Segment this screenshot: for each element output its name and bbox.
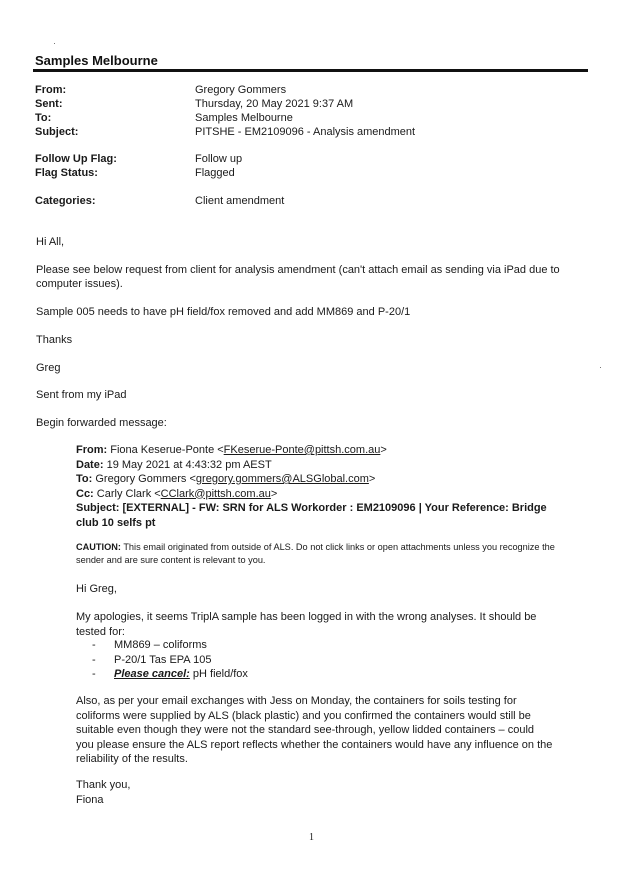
header-followup-label: Follow Up Flag: bbox=[35, 153, 117, 165]
fwd-cc-row bbox=[76, 487, 556, 502]
list-dash: - bbox=[92, 639, 96, 651]
fwd-cc-name: Carly Clark < bbox=[96, 487, 161, 500]
fwd-subject-value: [EXTERNAL] - FW: SRN for ALS Workorder : EM2109096 | Your Reference: Bridge club 10 selfs pt bbox=[76, 502, 547, 529]
fwd-from-close: > bbox=[380, 444, 387, 456]
fwd-subject-label: Subject: bbox=[76, 502, 120, 514]
fwd-thank-you: Thank you, bbox=[76, 779, 131, 791]
fwd-from-name: Fiona Keserue-Ponte < bbox=[110, 444, 224, 456]
fwd-date-label: Date: bbox=[76, 458, 104, 471]
fwd-date-value: 19 May 2021 at 4:43:32 pm AEST bbox=[106, 458, 272, 471]
header-sent-label: Sent: bbox=[35, 98, 63, 110]
fwd-cc-close: > bbox=[270, 487, 278, 500]
caution-label: CAUTION: bbox=[76, 542, 121, 552]
header-followup-value: Follow up bbox=[195, 153, 243, 165]
fwd-cc-email-link[interactable]: CClark@pittsh.com.au bbox=[160, 487, 271, 500]
scan-speck bbox=[54, 43, 55, 44]
cancel-label: Please cancel: bbox=[114, 668, 190, 680]
fwd-from-label: From: bbox=[76, 444, 108, 456]
fwd-cc-label: Cc: bbox=[76, 487, 94, 500]
header-to-value: Samples Melbourne bbox=[195, 112, 293, 124]
header-flagstatus-label: Flag Status: bbox=[35, 167, 98, 179]
list-item bbox=[76, 638, 556, 653]
fwd-to-email-link[interactable]: gregory.gommers@ALSGlobal.com bbox=[195, 473, 369, 485]
header-flagstatus-value: Flagged bbox=[195, 167, 235, 179]
fwd-subject-row bbox=[76, 501, 556, 530]
list-item bbox=[76, 653, 556, 668]
fwd-from-email-link[interactable]: FKeserue-Ponte@pittsh.com.au bbox=[223, 444, 381, 456]
fwd-paragraph-2: Also, as per your email exchanges with Jess on Monday, the containers for soils testing for coliforms were supplied by ALS (black plastic) and you confirmed the containers would still be suitable even though they were not the standard see-through, yellow lidded containers – could you please ensure the ALS report reflects whether the containers would have any influence on the reliability of the results. bbox=[76, 695, 553, 765]
body-paragraph-1: Please see below request from client for analysis amendment (can't attach email as sending via iPad due to computer issues). bbox=[36, 264, 560, 290]
header-to-label: To: bbox=[35, 112, 52, 124]
caution-notice bbox=[76, 541, 556, 567]
header-from-value: Gregory Gommers bbox=[195, 84, 287, 96]
fwd-to-close: > bbox=[368, 473, 376, 485]
header-sent-value: Thursday, 20 May 2021 9:37 AM bbox=[195, 98, 354, 110]
body-greeting: Hi All, bbox=[36, 236, 65, 248]
list-dash: - bbox=[92, 668, 96, 680]
document-title: Samples Melbourne bbox=[35, 53, 158, 68]
page-number: 1 bbox=[309, 832, 314, 843]
header-from-label: From: bbox=[35, 84, 67, 96]
body-begin-forwarded: Begin forwarded message: bbox=[36, 417, 167, 429]
body-sent-from: Sent from my iPad bbox=[36, 389, 127, 401]
body-signature: Greg bbox=[36, 362, 61, 374]
body-thanks: Thanks bbox=[36, 334, 73, 346]
fwd-to-label: To: bbox=[76, 473, 93, 485]
title-divider bbox=[33, 69, 588, 72]
cancel-value: pH field/fox bbox=[189, 668, 248, 680]
fwd-signoff: Fiona bbox=[76, 794, 104, 806]
fwd-paragraph-1: My apologies, it seems TriplA sample has been logged in with the wrong analyses. It should be tested for: bbox=[76, 611, 537, 638]
test-item-text: P-20/1 Tas EPA 105 bbox=[114, 653, 212, 666]
fwd-date-row bbox=[76, 458, 556, 473]
forwarded-header bbox=[76, 443, 556, 530]
header-categories-label: Categories: bbox=[35, 195, 96, 207]
header-subject-label: Subject: bbox=[35, 126, 79, 138]
scan-speck bbox=[600, 367, 601, 368]
caution-text: This email originated from outside of ALS. Do not click links or open attachments unless you recognize the sender and are sure content is relevant to you. bbox=[76, 542, 555, 565]
test-item-text: MM869 – coliforms bbox=[114, 639, 207, 651]
fwd-greeting: Hi Greg, bbox=[76, 583, 117, 595]
body-paragraph-2: Sample 005 needs to have pH field/fox removed and add MM869 and P-20/1 bbox=[36, 306, 411, 318]
list-item-cancel bbox=[76, 667, 556, 682]
header-subject-value: PITSHE - EM2109096 - Analysis amendment bbox=[195, 126, 416, 138]
fwd-to-name: Gregory Gommers < bbox=[95, 473, 196, 485]
list-dash: - bbox=[92, 653, 96, 666]
tests-list bbox=[76, 638, 556, 682]
fwd-from-row bbox=[76, 443, 556, 458]
fwd-to-row bbox=[76, 472, 556, 487]
header-categories-value: Client amendment bbox=[195, 195, 285, 207]
